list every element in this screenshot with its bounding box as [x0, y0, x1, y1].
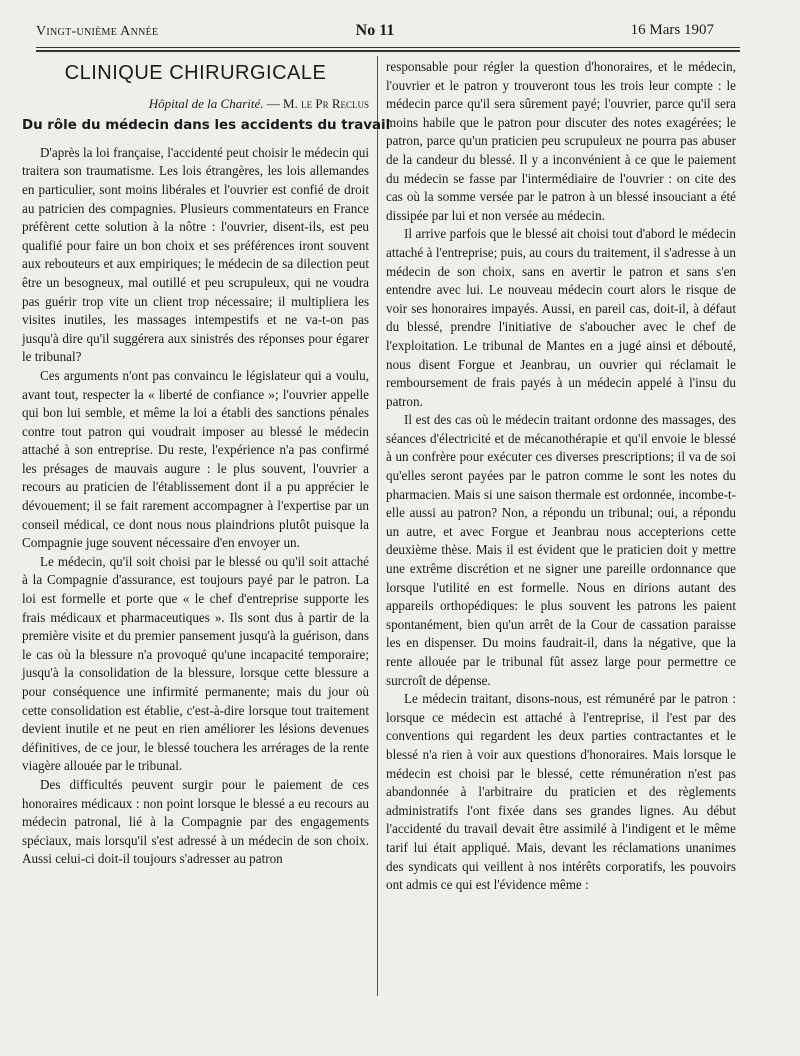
column-left: [22, 58, 391, 869]
paragraph-continued: responsable pour régler la question d'honoraires, et le médecin, l'ouvrier et le patron y trouveront tous les trois leur compte : le médecin parce qu'il sera sûrement payé; l'ouvrier, parce qu'il sera moins habile que le patron pour discuter des notes exagérées; le patron, parce qu'un praticien peu scrupuleux ne pourra pas abuser de la candeur du blessé. Il y a inconvénient à ce que le paiement du médecin se fasse par l'intermédiaire de l'ouvrier : on cite des cas où la somme versée par le patron à un blessé insouciant a été dissipée par lui et non versée au médecin.: [386, 59, 736, 223]
issue-date: 16 Mars 1907: [630, 22, 714, 38]
byline: [22, 95, 369, 114]
column-right: [386, 58, 736, 895]
paragraph: Ces arguments n'ont pas convaincu le législateur qui a voulu, avant tout, respecter la « liberté de confiance »; l'ouvrier appelle qui bon lui semble, et même la loi a établi des sanctions pénales contre tout patron qui voudrait imposer au blessé le médecin attaché à son entreprise. Du reste, l'expérience n'a pas confirmé les présages de mauvais augure : le plus souvent, l'ouvrier a recours au praticien de l'établissement dont il a pu apprécier le dévouement; il se fait rarement accompagner à l'expertise par un conseil médical, ce dont nous nous plaindrions plutôt puisque la Compagnie juge souvent nécessaire d'en envoyer un.: [22, 367, 369, 551]
paragraph: Des difficultés peuvent surgir pour le paiement de ces honoraires médicaux : non point lorsque le blessé a eu recours au médecin patronal, lié à la Compagnie par des engagements spéciaux, mais lorsqu'il s'est adressé à un médecin de son choix. Aussi celui-ci doit-il toujours s'adresser au patron: [22, 776, 369, 867]
paragraph: Le médecin, qu'il soit choisi par le blessé ou qu'il soit attaché à la Compagnie d'assurance, est toujours payé par le patron. La loi est formelle et porte que « le chef d'entreprise supporte les frais médicaux et pharmaceutiques ». Ils sont dus à partir de la première visite et du premier pansement jusqu'à la guérison, dans le cas où la blessure n'a provoqué qu'une incapacité temporaire; jusqu'à la consolidation de la blessure, lorsque cette blessure a pour conséquence une infirmité permanente; mais du jour où cette consolidation est établie, c'est-à-dire lorsque tout traitement devient inutile et ne peut en rien améliorer les lésions devenues définitives, de ce jour, le blessé touchera les arrérages de la rente viagère allouée par le tribunal.: [22, 553, 369, 774]
byline-place: Hôpital de la Charité.: [148, 95, 264, 111]
paragraph: Il arrive parfois que le blessé ait choisi tout d'abord le médecin attaché à l'entreprise; puis, au cours du traitement, il s'adresse à un médecin de son choix, sans en avertir le patron et sans s'en entendre avec lui. Le nouveau médecin court alors le risque de voir ses honoraires impayés. Aussi, en pareil cas, doit-il, à défaut du blessé, prendre l'initiative de s'aboucher avec le chef de l'exploitation. Le tribunal de Mantes en a jugé ainsi et débouté, nous disent Forgue et Jeanbrau, un ouvrier qui réclamait le remboursement de frais payés à un médecin appelé à l'insu du patron.: [386, 226, 736, 409]
page-header: [36, 22, 714, 44]
byline-author: — M. le Pr Reclus: [263, 95, 369, 111]
header-rule-thick: [36, 50, 740, 52]
volume-label: Vingt-unième Année: [36, 24, 159, 39]
paragraph: D'après la loi française, l'accidenté peut choisir le médecin qui traitera son traumatisme. Les lois étrangères, les lois allemandes en particulier, sont moins libérales et l'ouvrier est confié de droit au patricien des compagnies. Plusieurs commentateurs en France préfèrent cette solution à la nôtre : l'ouvrier, disent-ils, est peu qualifié pour faire un bon choix et ses préférences iront souvent aux rebouteurs et aux empiriques; le médecin de sa dilection peut être un besogneux, mal outillé et peu scrupuleux, qui ne voudra pas guérir trop vite un client trop nécessaire; il multipliera les visites inutiles, les massages intempestifs et ne va-t-on pas jusqu'à dire qu'il suggérera aux sinistrés des réponses pour égarer le tribunal?: [22, 144, 369, 365]
column-divider: [377, 56, 378, 996]
issue-number: No 11: [355, 22, 395, 39]
article-subtitle: Du rôle du médecin dans les accidents du travail: [22, 118, 391, 134]
paragraph: Le médecin traitant, disons-nous, est rémunéré par le patron : lorsque ce médecin est attaché à l'entreprise, il l'est par des conventions qui regardent les deux parties contractantes et le blessé n'a rien à voir aux questions d'honoraires. Mais lorsque le médecin est choisi par le blessé, cette rémunération n'est pas abandonnée à l'arbitraire du praticien et des règlements administratifs l'ont fixée dans ses grandes lignes. Au début l'accidenté du travail devait être assimilé à l'indigent et le même tarif lui était appliqué. Mais, devant les réclamations unanimes des syndicats qui veillent à nos intérêts corporatifs, les pouvoirs ont admis ce qui est l'évidence même :: [386, 691, 736, 893]
paragraph: Il est des cas où le médecin traitant ordonne des massages, des séances d'électricité et de mécanothérapie et qu'il envoie le blessé à un confrère pour exécuter ces diverses prescriptions; il va de soi qu'elles seront payées par le patron comme le sont les notes du pharmacien. Mais si une saison thermale est ordonnée, incombe-t-elle aussi au patron? Non, a répondu un tribunal; oui, a répondu un autre, et avec Forgue et Jeanbrau nous accepterions cette deuxième thèse. Mais il est évident que le praticien doit y mettre une extrême discrétion et ne signer une pareille ordonnance que lorsque l'utilité en est formelle. Nous en dirions autant des appareils orthopédiques: le plus souvent les patrons les paient spontanément, bien qu'un arrêt de la Cour de cassation paraisse les en dispenser. Du moins faudrait-il, dans la négative, que la rente allouée par le tribunal fût assez large pour permettre ce surcroît de dépense.: [386, 412, 736, 688]
section-title: CLINIQUE CHIRURGICALE: [64, 62, 327, 84]
header-rule-thin: [36, 47, 740, 48]
